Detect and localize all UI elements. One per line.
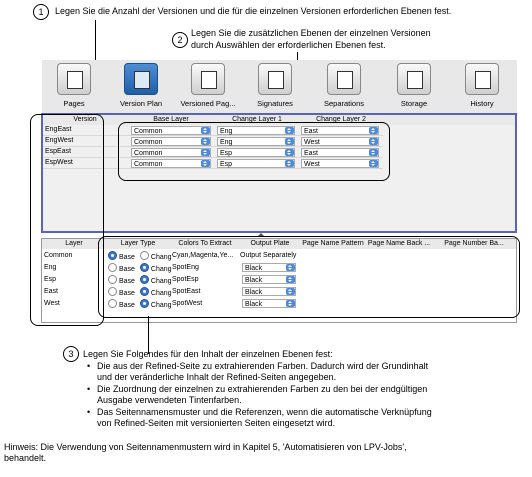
chang-radio-label: Chang (150, 254, 172, 261)
header-page-number-back: Page Number Ba... (432, 239, 516, 249)
callout-2-number: 2 (172, 32, 188, 48)
bullet-dot-3: • (87, 407, 91, 417)
colors-to-extract[interactable]: SpotEast (172, 288, 201, 295)
chang-radio-label: Chang (150, 302, 172, 309)
toolbar (42, 60, 517, 113)
note-line-1: Hinweis: Die Verwendung von Seitennamenmustern wird in Kapitel 5, 'Automatisieren von LPV-Jobs', (4, 442, 407, 452)
version-name[interactable]: EspEast (45, 148, 72, 155)
callout-3-intro: Legen Sie Folgendes für den Inhalt der einzelnen Ebenen fest: (83, 349, 333, 359)
colors-to-extract[interactable]: SpotEsp (172, 276, 199, 283)
bullet-dot-1: • (87, 361, 91, 371)
header-page-name-back: Page Name Back ... (366, 239, 433, 249)
version-plan-icon (124, 63, 158, 95)
colors-to-extract[interactable]: SpotWest (172, 300, 203, 307)
select-value: Black (245, 265, 263, 272)
header-change-layer-2: Change Layer 2 (299, 115, 384, 125)
colors-to-extract[interactable]: Cyan,Magenta,Ye... (172, 252, 234, 259)
layer-name[interactable]: Eng (44, 264, 57, 271)
header-empty (383, 115, 515, 125)
base-radio-label: Base (119, 302, 135, 309)
callout-3-bullet-3-line2: von Refined-Seiten mit versionierten Seiten eingesetzt wird. (97, 418, 336, 428)
header-colors-to-extract: Colors To Extract (170, 239, 241, 249)
base-radio-label: Base (119, 290, 135, 297)
callout-2-line1: Legen Sie die zusätzlichen Ebenen der einzelnen Versionen (191, 28, 431, 38)
toolbar-history-label: History (470, 99, 494, 108)
layer-name[interactable]: East (44, 288, 59, 295)
callout-2-highlight (118, 122, 390, 181)
separations-icon (327, 63, 361, 95)
header-base-layer: Base Layer (127, 115, 216, 125)
toolbar-pages[interactable] (41, 63, 107, 108)
layer-name[interactable]: West (44, 300, 60, 307)
select-value: Esp (220, 161, 233, 168)
callout-3-bullet-1-line2: und der veränderliche Inhalt der Refined-Seiten angegeben. (97, 372, 337, 382)
toolbar-version-plan-label: Version Plan (119, 99, 163, 108)
callout-3-bullet-3-line1: Das Seitennamensmuster und die Referenzen, wenn die automatische Verknüpfung (97, 407, 432, 417)
toolbar-versioned-pages-label: Versioned Pag... (180, 99, 236, 108)
select-value: Common (134, 139, 163, 146)
colors-to-extract[interactable]: SpotEng (172, 264, 199, 271)
chang-radio-label: Chang (150, 290, 172, 297)
toolbar-separations[interactable] (311, 63, 377, 108)
callout-1-highlight (30, 114, 104, 326)
toolbar-pages-label: Pages (63, 99, 85, 108)
version-name[interactable]: EngEast (45, 126, 72, 133)
signatures-icon (258, 63, 292, 95)
base-radio-label: Base (119, 266, 135, 273)
toolbar-versioned-pages[interactable] (175, 63, 241, 108)
bullet-dot-2: • (87, 384, 91, 394)
callout-3-bullet-2-line2: Ausgabe verwendeten Tintenfarben. (97, 395, 242, 405)
select-value: East (304, 128, 319, 135)
callout-3-bullet-1-line1: Die aus der Refined-Seite zu extrahierenden Farben. Dadurch wird der Grundinhalt (97, 361, 429, 371)
note-line-2: behandelt. (4, 453, 47, 463)
select-value: West (304, 161, 320, 168)
select-value: Black (245, 289, 263, 296)
chang-radio-label: Chang (150, 266, 172, 273)
layer-name[interactable]: Esp (44, 276, 57, 283)
select-value: East (304, 150, 319, 157)
callout-3-number: 3 (63, 346, 79, 362)
select-value: Common (134, 150, 163, 157)
output-plate: Output Separately (240, 252, 297, 259)
select-value: Eng (220, 139, 233, 146)
toolbar-version-plan[interactable] (108, 63, 174, 108)
toolbar-signatures-label: Signatures (257, 99, 293, 108)
toolbar-storage-label: Storage (400, 99, 428, 108)
select-value: Common (134, 128, 163, 135)
toolbar-signatures[interactable] (242, 63, 308, 108)
storage-icon (397, 63, 431, 95)
toolbar-history[interactable] (449, 63, 515, 108)
header-change-layer-1: Change Layer 1 (215, 115, 300, 125)
header-layer: Layer (42, 239, 107, 249)
callout-3-highlight (98, 236, 520, 318)
select-value: Common (134, 161, 163, 168)
callout-2-line2: durch Auswählen der erforderlichen Ebenen fest. (191, 40, 386, 50)
header-version: Version (43, 115, 128, 125)
header-output-plate: Output Plate (240, 239, 301, 249)
version-name[interactable]: EspWest (45, 159, 73, 166)
callout-3-bullet-2-line1: Die Zuordnung der einzelnen zu extrahierenden Farben zu den bei der endgültigen (97, 384, 428, 394)
select-value: Black (245, 301, 263, 308)
select-value: Eng (220, 128, 233, 135)
chang-radio-label: Chang (150, 278, 172, 285)
callout-1-text: Legen Sie die Anzahl der Versionen und die für die einzelnen Versionen erforderlichen Ebenen fest. (55, 6, 452, 16)
toolbar-storage[interactable] (381, 63, 447, 108)
history-icon (465, 63, 499, 95)
pages-icon (57, 63, 91, 95)
version-name[interactable]: EngWest (45, 137, 74, 144)
select-value: Esp (220, 150, 233, 157)
base-radio-label: Base (119, 254, 135, 261)
toolbar-separations-label: Separations (323, 99, 365, 108)
versioned-pages-icon (191, 63, 225, 95)
header-page-name-pattern: Page Name Pattern (300, 239, 367, 249)
header-layer-type: Layer Type (106, 239, 171, 249)
select-value: West (304, 139, 320, 146)
callout-1-number: 1 (33, 4, 49, 20)
select-value: Black (245, 277, 263, 284)
layer-name[interactable]: Common (44, 252, 73, 259)
base-radio-label: Base (119, 278, 135, 285)
